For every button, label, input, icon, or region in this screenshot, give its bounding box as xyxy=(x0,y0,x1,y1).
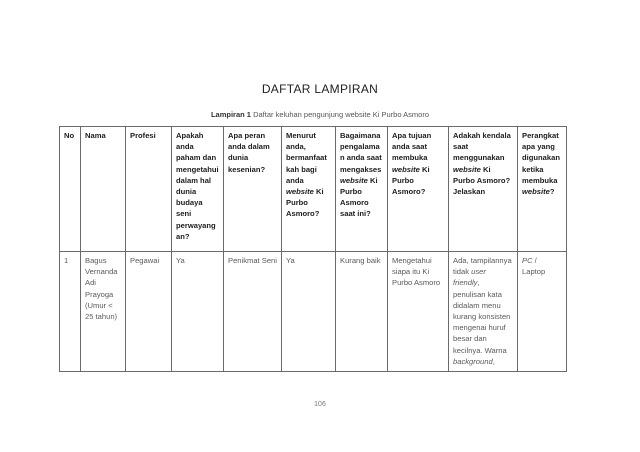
page-title: DAFTAR LAMPIRAN xyxy=(261,82,379,96)
cell-perangkat: PC / Laptop xyxy=(518,252,567,372)
cell-no: 1 xyxy=(60,252,81,372)
header-tujuan xyxy=(388,127,449,252)
header-kendala-text: Adakah kendala saat menggunakan website Ki Purbo Asmoro? Jelaskan xyxy=(453,131,511,197)
header-bermanfaat-text: Menurut anda, bermanfaatkah bagi anda website Ki Purbo Asmoro? xyxy=(286,131,327,219)
header-paham xyxy=(172,127,224,252)
header-profesi-text: Profesi xyxy=(130,131,156,140)
header-peran-text: Apa peran anda dalam dunia kesenian? xyxy=(228,131,270,174)
header-bermanfaat xyxy=(282,127,336,252)
header-no-text: No xyxy=(64,131,75,140)
table-header-row xyxy=(60,127,567,252)
caption-text: Daftar keluhan pengunjung website Ki Purbo Asmoro xyxy=(250,110,430,119)
page-number: 106 xyxy=(314,401,326,408)
header-perangkat xyxy=(518,127,567,252)
header-nama xyxy=(81,127,126,252)
header-peran xyxy=(224,127,282,252)
header-perangkat-text: Perangkat apa yang digunakan ketika membuka website? xyxy=(522,131,560,197)
complaints-table xyxy=(59,126,567,372)
header-tujuan-text: Apa tujuan anda saat membuka website Ki Purbo Asmoro? xyxy=(392,131,432,197)
cell-bermanfaat: Ya xyxy=(282,252,336,372)
header-pengalaman-text: Bagaimana pengalaman anda saat mengakses website Ki Purbo Asmoro saat ini? xyxy=(340,131,382,219)
header-pengalaman xyxy=(336,127,388,252)
table-row xyxy=(60,252,567,372)
cell-nama: Bagus Vernanda Adi Prayoga (Umur < 25 tahun) xyxy=(81,252,126,372)
cell-pengalaman: Kurang baik xyxy=(336,252,388,372)
caption-label: Lampiran 1 xyxy=(210,110,251,119)
cell-tujuan: Mengetahui siapa itu Ki Purbo Asmoro xyxy=(388,252,449,372)
header-no xyxy=(60,127,81,252)
header-nama-text: Nama xyxy=(85,131,106,140)
cell-kendala: Ada, tampilannya tidak user friendly, penulisan kata didalam menu kurang konsisten mengenai huruf besar dan kecilnya. Warna background, xyxy=(449,252,518,372)
header-profesi xyxy=(126,127,172,252)
cell-paham: Ya xyxy=(172,252,224,372)
header-kendala xyxy=(449,127,518,252)
cell-peran: Penikmat Seni xyxy=(224,252,282,372)
header-paham-text: Apakah anda paham dan mengetahui dalam hal dunia budaya seni perwayangan? xyxy=(176,131,219,241)
cell-profesi: Pegawai xyxy=(126,252,172,372)
table-caption xyxy=(0,110,640,119)
